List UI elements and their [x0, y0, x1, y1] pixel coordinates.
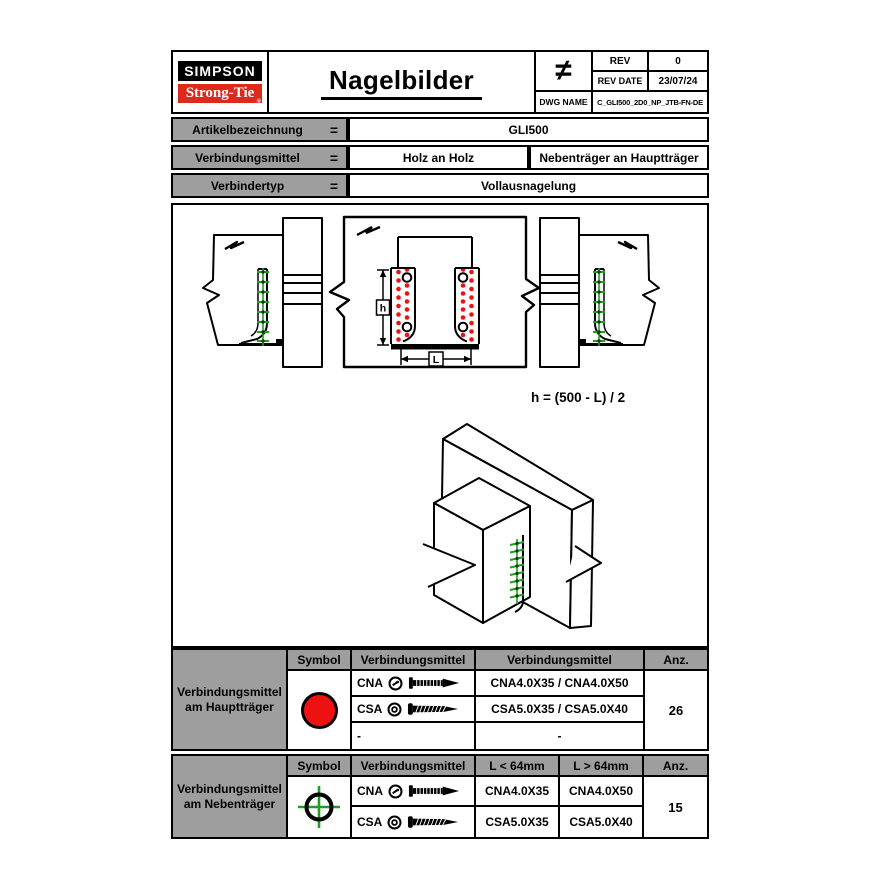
verbindertyp-label-cell: Verbindertyp =	[171, 173, 348, 198]
spec-cna-long: CNA4.0X50	[560, 777, 644, 807]
title-block	[171, 50, 709, 114]
info-row-artikel	[171, 117, 709, 142]
ring-shank-nail-icon	[408, 784, 462, 798]
col-header-verbindungsmittel: Verbindungsmittel	[352, 756, 476, 777]
front-view	[330, 217, 539, 367]
fastener-row-cna: CNA	[352, 777, 476, 807]
height-formula: h = (500 - L) / 2	[531, 390, 626, 405]
nebentraeger-symbol-cell	[288, 777, 352, 837]
rev-date-value: 23/07/24	[649, 72, 707, 92]
fastener-row-cna: CNA	[352, 671, 476, 697]
screw-head-icon	[387, 702, 402, 717]
haupttraeger-table	[171, 648, 709, 751]
col-header-verbindungsmittel-2: Verbindungsmittel	[476, 650, 645, 671]
equals-sign: =	[329, 149, 339, 166]
equals-sign: =	[329, 121, 339, 138]
col-header-anz: Anz.	[645, 650, 707, 671]
technical-drawing	[173, 205, 707, 646]
spec-csa-long: CSA5.0X40	[560, 807, 644, 837]
spec-csa-short: CSA5.0X35	[476, 807, 560, 837]
screw-head-icon	[387, 815, 402, 830]
logo-simpson: SIMPSON	[178, 61, 262, 81]
rev-value: 0	[649, 52, 707, 72]
title-cell	[269, 52, 534, 112]
nail-head-icon	[388, 784, 403, 799]
col-header-l-long: L > 64mm	[560, 756, 644, 777]
not-equal-projection-icon: ≠	[536, 52, 593, 92]
logo-strongtie: Strong-Tie ®	[178, 84, 262, 103]
spec-cna-short: CNA4.0X35	[476, 777, 560, 807]
verbindungsmittel-label-cell: Verbindungsmittel =	[171, 145, 348, 170]
dim-h-label: h	[379, 302, 387, 315]
haupttraeger-row-label: Verbindungsmittel am Hauptträger	[173, 650, 288, 749]
side-view-left	[203, 218, 322, 367]
registered-mark: ®	[256, 99, 261, 105]
nail-head-icon	[388, 676, 403, 691]
fastener-row-empty: -	[352, 723, 476, 749]
nebentraeger-table	[171, 754, 709, 839]
hanger-seat	[391, 344, 479, 350]
dim-L-label: L	[432, 353, 440, 366]
dwg-name-label: DWG NAME	[536, 92, 593, 112]
artikel-value: GLI500	[348, 117, 709, 142]
haupttraeger-anz-value: 26	[645, 671, 707, 749]
artikel-label-cell: Artikelbezeichnung =	[171, 117, 348, 142]
side-view-right	[540, 218, 659, 367]
info-row-verbindertyp	[171, 173, 709, 198]
verbindungsmittel-value-2: Nebenträger an Hauptträger	[529, 145, 709, 170]
spec-cna: CNA4.0X35 / CNA4.0X50	[476, 671, 645, 697]
col-header-symbol: Symbol	[288, 756, 352, 777]
page-title: Nagelbilder	[321, 65, 482, 100]
isometric-view	[423, 424, 601, 628]
nebentraeger-row-label: Verbindungsmittel am Nebenträger	[173, 756, 288, 837]
wood-screw-icon	[407, 702, 461, 716]
rev-label: REV	[593, 52, 649, 72]
spec-csa: CSA5.0X35 / CSA5.0X40	[476, 697, 645, 723]
verbindungsmittel-value-1: Holz an Holz	[348, 145, 529, 170]
col-header-anz: Anz.	[644, 756, 707, 777]
col-header-verbindungsmittel: Verbindungsmittel	[352, 650, 476, 671]
info-row-verbindungsmittel	[171, 145, 709, 170]
fastener-row-csa: CSA	[352, 807, 476, 837]
dwg-name-value: C_GLI500_2D0_NP_JTB-FN-DE	[597, 97, 703, 107]
red-circle-nail-symbol-icon	[301, 692, 338, 729]
rev-date-label: REV DATE	[593, 72, 649, 92]
ring-shank-nail-icon	[408, 676, 462, 690]
col-header-l-short: L < 64mm	[476, 756, 560, 777]
drawing-sheet	[171, 50, 709, 839]
green-crosshair-symbol-icon	[296, 784, 342, 830]
spec-empty: -	[476, 723, 645, 749]
nebentraeger-anz-value: 15	[644, 777, 707, 837]
revision-block	[534, 52, 707, 112]
verbindertyp-value: Vollausnagelung	[348, 173, 709, 198]
col-header-symbol: Symbol	[288, 650, 352, 671]
equals-sign: =	[329, 177, 339, 194]
fastener-row-csa: CSA	[352, 697, 476, 723]
haupttraeger-symbol-cell	[288, 671, 352, 749]
simpson-strongtie-logo	[173, 52, 269, 112]
wood-screw-icon	[407, 815, 461, 829]
drawing-area	[171, 203, 709, 648]
